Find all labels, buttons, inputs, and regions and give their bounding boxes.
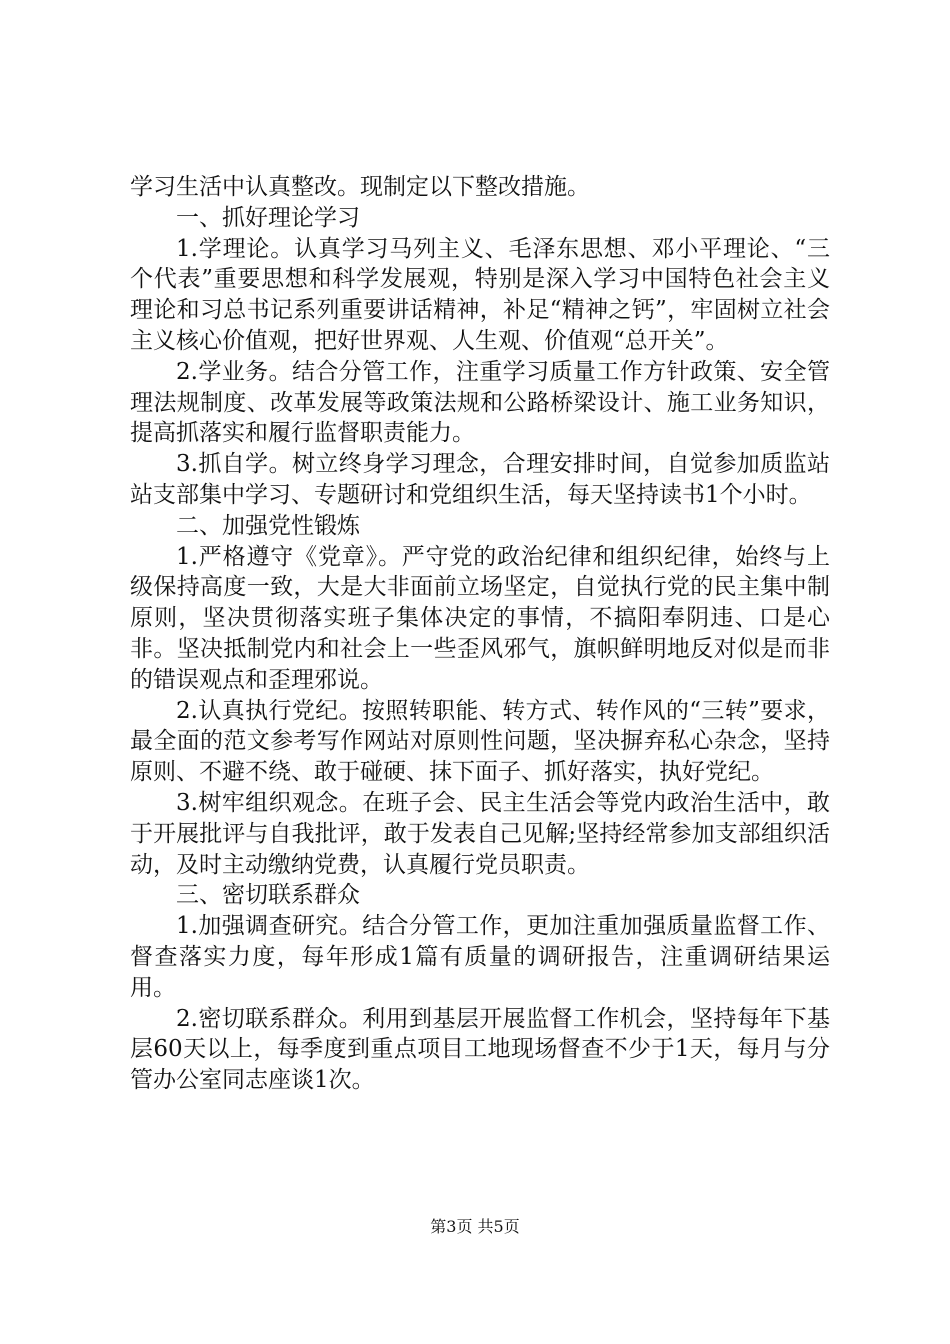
paragraph: 1.加强调查研究。结合分管工作，更加注重加强质量监督工作、督查落实力度，每年形成1篇有质量的调研报告，注重调研结果运用。: [130, 913, 830, 1001]
paragraph: 2.密切联系群众。利用到基层开展监督工作机会，坚持每年下基层60天以上，每季度到重点项目工地现场督查不少于1天，每月与分管办公室同志座谈1次。: [130, 1005, 830, 1094]
paragraph: 1.学理论。认真学习马列主义、毛泽东思想、邓小平理论、“三个代表”重要思想和科学发展观，特别是深入学习中国特色社会主义理论和习总书记系列重要讲话精神，补足“精神之钙”，牢固树立社会主义核心价值观，把好世界观、人生观、价值观“总开关”。: [130, 235, 830, 354]
paragraph: 2.认真执行党纪。按照转职能、转方式、转作风的“三转”要求，最全面的范文参考写作网站对原则性问题，坚决摒弃私心杂念，坚持原则、不避不绕、敢于碰硬、抹下面子、抓好落实，执好党纪。: [130, 697, 830, 786]
paragraph: 1.严格遵守《党章》。严守党的政治纪律和组织纪律，始终与上级保持高度一致，大是大非面前立场坚定，自觉执行党的民主集中制原则，坚决贯彻落实班子集体决定的事情，不搞阳奉阴违、口是心非。坚决抵制党内和社会上一些歪风邪气，旗帜鲜明地反对似是而非的错误观点和歪理邪说。: [130, 543, 830, 693]
section-heading: 三、密切联系群众: [176, 882, 360, 909]
paragraph: 2.学业务。结合分管工作，注重学习质量工作方针政策、安全管理法规制度、改革发展等政策法规和公路桥梁设计、施工业务知识，提高抓落实和履行监督职责能力。: [130, 358, 830, 447]
section-heading: 一、抓好理论学习: [176, 204, 360, 231]
section-heading: 二、加强党性锻炼: [176, 512, 360, 539]
paragraph: 3.抓自学。树立终身学习理念，合理安排时间，自觉参加质监站站支部集中学习、专题研讨和党组织生活，每天坚持读书1个小时。: [130, 451, 830, 508]
page-footer: 第3页 共5页: [430, 1217, 520, 1236]
document-body: [130, 172, 830, 1096]
paragraph: 学习生活中认真整改。现制定以下整改措施。: [130, 174, 590, 200]
paragraph: 3.树牢组织观念。在班子会、民主生活会等党内政治生活中，敢于开展批评与自我批评，敢于发表自己见解;坚持经常参加支部组织活动，及时主动缴纳党费，认真履行党员职责。: [130, 789, 830, 878]
